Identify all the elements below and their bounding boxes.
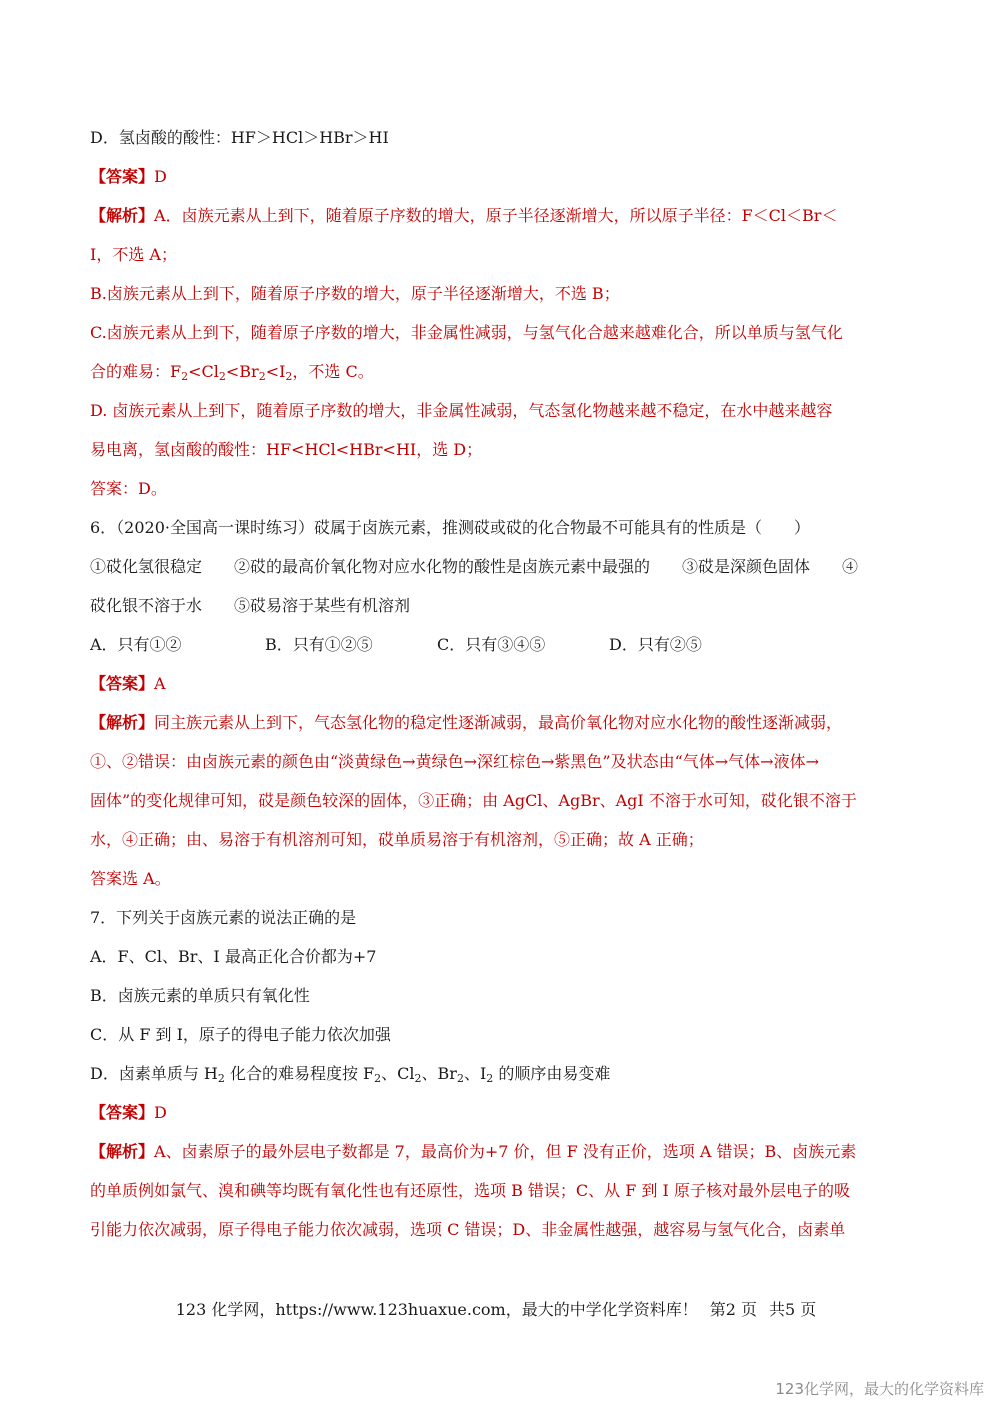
- analysis-text: 合的难易：F: [90, 362, 182, 381]
- q5-option-d: D．氢卤酸的酸性：HF＞HCl＞HBr＞HI: [90, 128, 389, 147]
- q7-option-a: A．F、Cl、Br、I 最高正化合价都为+7: [90, 947, 377, 966]
- q5-final-answer: 答案：D。: [90, 479, 167, 498]
- q6-analysis-line4: 水，④正确；由、易溶于有机溶剂可知，砹单质易溶于有机溶剂，⑤正确；故 A 正确；: [90, 830, 704, 849]
- option-text: D．卤素单质与 H: [90, 1064, 218, 1083]
- q7-option-b: B．卤族元素的单质只有氧化性: [90, 986, 310, 1005]
- q6-option-b: B．只有①②⑤: [265, 635, 373, 654]
- q6-analysis-line1: [90, 712, 905, 734]
- analysis-tag: 【解析】: [90, 713, 155, 732]
- watermark: 123化学网，最大的化学资料库: [775, 1380, 984, 1398]
- q5-analysis-d-line1: D. 卤族元素从上到下，随着原子序数的增大，非金属性减弱，气态氢化物越来越不稳定，在水中越来越容: [90, 401, 833, 420]
- q7-option-c: C．从 F 到 I，原子的得电子能力依次加强: [90, 1025, 391, 1044]
- q7-analysis-line2: 的单质例如氯气、溴和碘等均既有氧化性也有还原性，选项 B 错误；C、从 F 到 I 原子核对最外层电子的吸: [90, 1181, 850, 1200]
- q6-option-d: D．只有②⑤: [609, 635, 702, 654]
- q5-analysis-a-line1: [90, 205, 905, 227]
- answer-value: D: [154, 1103, 167, 1122]
- q6-analysis-line2: ①、②错误：由卤族元素的颜色由“淡黄绿色→黄绿色→深红棕色→紫黑色”及状态由“气体→气体→液体→: [90, 752, 819, 771]
- q6-stem: 6．（2020·全国高一课时练习）砹属于卤族元素，推测砹或砹的化合物最不可能具有的性质是（ ）: [90, 518, 810, 537]
- q6-items-line2: 砹化银不溶于水 ⑤砹易溶于某些有机溶剂: [90, 596, 411, 615]
- page-footer: [0, 1297, 992, 1320]
- q5-analysis-a-line2: I，不选 A；: [90, 245, 177, 264]
- footer-total-pages: 共5 页: [769, 1300, 817, 1319]
- analysis-tag: 【解析】: [90, 1142, 155, 1161]
- q5-analysis-d-line2: 易电离，氢卤酸的酸性：HF<HCl<HBr<HI，选 D；: [90, 440, 483, 459]
- answer-tag: 【答案】: [90, 674, 155, 693]
- analysis-text: 同主族元素从上到下，气态氢化物的稳定性逐渐减弱，最高价氧化物对应水化物的酸性逐渐减弱，: [154, 713, 843, 732]
- q6-option-c: C．只有③④⑤: [437, 635, 546, 654]
- answer-tag: 【答案】: [90, 1103, 155, 1122]
- option-text: 化合的难易程度按 F: [229, 1064, 375, 1083]
- analysis-text: A、卤素原子的最外层电子数都是 7，最高价为+7 价，但 F 没有正价，选项 A 错误；B、卤族元素: [154, 1142, 857, 1161]
- analysis-text: A．卤族元素从上到下，随着原子序数的增大，原子半径逐渐增大，所以原子半径：F＜Cl＜Br＜: [154, 206, 838, 225]
- q6-final-answer: 答案选 A。: [90, 869, 171, 888]
- q6-option-a: A．只有①②: [90, 635, 182, 654]
- q6-items-line1: ①砹化氢很稳定 ②砹的最高价氧化物对应水化物的酸性是卤族元素中最强的 ③砹是深颜色固体 ④: [90, 557, 859, 576]
- footer-page-number: 第2 页: [709, 1300, 758, 1319]
- q7-option-d: D．卤素单质与 $H_2$ 化合的难易程度按 $F_2$、$Cl_2$、$Br_2$、$I_2$ 的顺序由易变难: [90, 1064, 611, 1085]
- q5-analysis-c-line2: 合的难易：$F_2<Cl_2<Br_2<I_2$，不选 C。: [90, 362, 374, 383]
- analysis-text: ，不选 C。: [292, 362, 374, 381]
- q6-analysis-line3: 固体”的变化规律可知，砹是颜色较深的固体，③正确；由 AgCl、AgBr、AgI 不溶于水可知，砹化银不溶于: [90, 791, 857, 810]
- q7-analysis-line3: 引能力依次减弱，原子得电子能力依次减弱，选项 C 错误；D、非金属性越强，越容易与氢气化合，卤素单: [90, 1220, 846, 1239]
- answer-tag: 【答案】: [90, 167, 155, 186]
- q5-answer: [90, 166, 905, 188]
- q7-stem: 7．下列关于卤族元素的说法正确的是: [90, 908, 357, 927]
- q5-analysis-b: B.卤族元素从上到下，随着原子序数的增大，原子半径逐渐增大，不选 B；: [90, 284, 620, 303]
- q6-answer: [90, 673, 905, 695]
- q7-answer: [90, 1102, 905, 1124]
- answer-value: A: [154, 674, 166, 693]
- analysis-tag: 【解析】: [90, 206, 155, 225]
- q6-options: [90, 634, 905, 656]
- answer-value: D: [154, 167, 167, 186]
- option-text: 的顺序由易变难: [498, 1064, 611, 1083]
- q5-analysis-c-line1: C.卤族元素从上到下，随着原子序数的增大，非金属性减弱，与氢气化合越来越难化合，所以单质与氢气化: [90, 323, 843, 342]
- footer-site: 123 化学网，https://www.123huaxue.com，最大的中学化学资料库！: [175, 1300, 698, 1319]
- q7-analysis-line1: [90, 1141, 905, 1163]
